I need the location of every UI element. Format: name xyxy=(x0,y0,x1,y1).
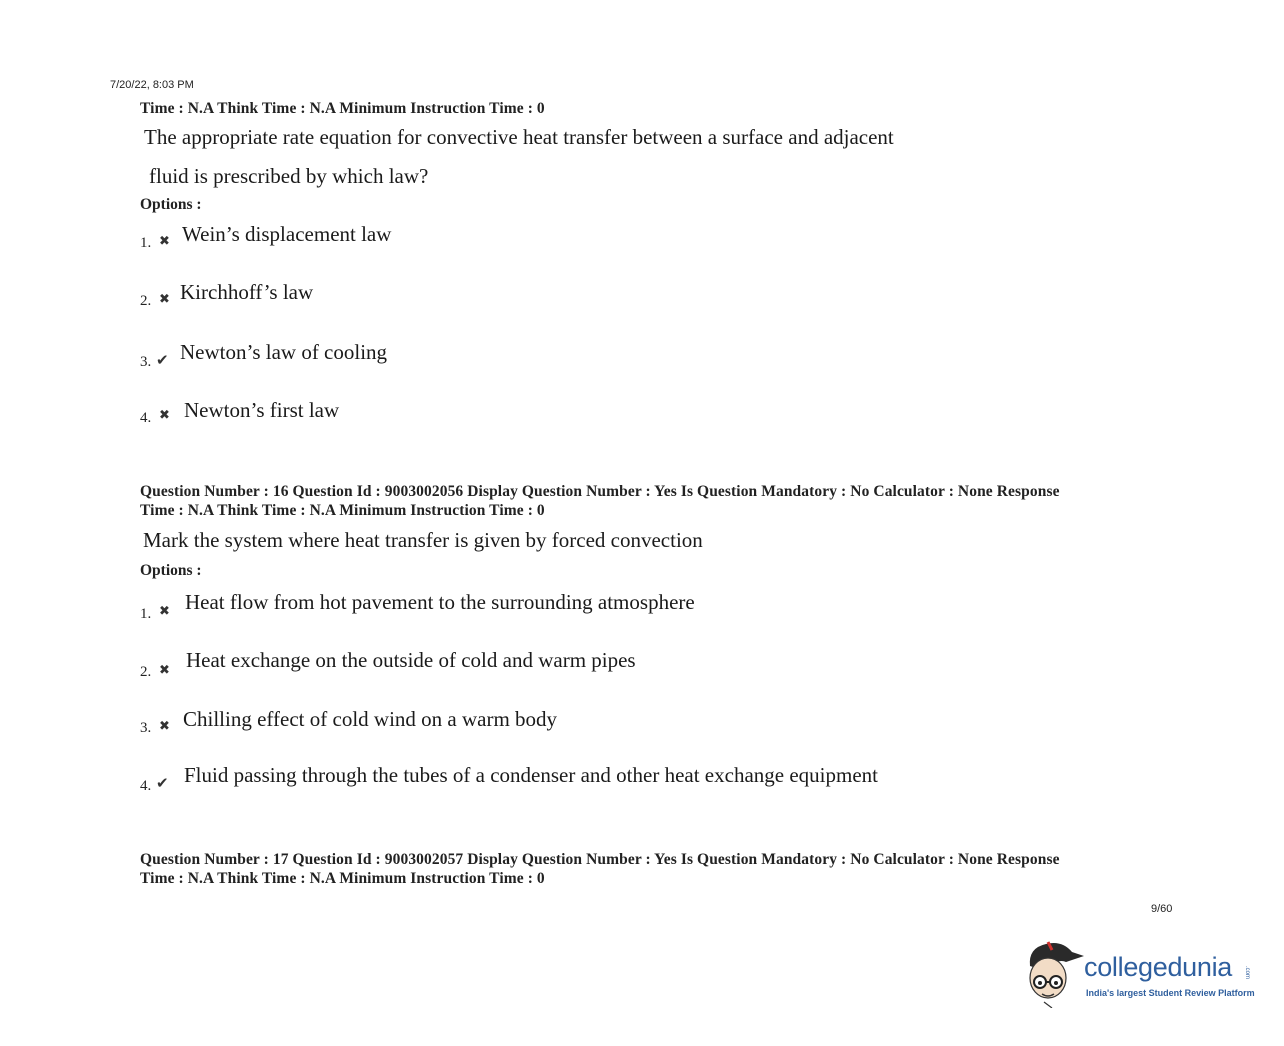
check-icon: ✔ xyxy=(156,351,169,369)
brand-tagline: India's largest Student Review Platform xyxy=(1086,988,1255,998)
mascot-icon xyxy=(1022,938,1088,1008)
cross-icon: ✖ xyxy=(159,663,170,678)
option-number: 3. xyxy=(140,720,152,736)
option-text: Newton’s first law xyxy=(184,398,340,422)
option-number: 2. xyxy=(140,293,152,309)
question-meta: Time : N.A Think Time : N.A Minimum Instruction Time : 0 xyxy=(140,100,545,117)
cross-icon: ✖ xyxy=(159,719,170,734)
question-meta-line2: Time : N.A Think Time : N.A Minimum Instruction Time : 0 xyxy=(140,502,545,519)
option-number: 2. xyxy=(140,664,152,680)
option-number: 1. xyxy=(140,235,152,251)
options-label: Options : xyxy=(140,196,202,213)
option-number: 3. xyxy=(140,354,152,370)
option-number: 4. xyxy=(140,778,152,794)
page-number: 9/60 xyxy=(1151,903,1173,915)
collegedunia-logo xyxy=(1022,938,1262,1010)
option-number: 4. xyxy=(140,410,152,426)
question-meta-line1: Question Number : 17 Question Id : 9003002057 Display Question Number : Yes Is Question Mandatory : No Calculator : None Response xyxy=(140,851,1060,868)
cross-icon: ✖ xyxy=(159,408,170,423)
brand-name: collegedunia xyxy=(1084,952,1233,982)
options-label: Options : xyxy=(140,562,202,579)
option-text: Kirchhoff’s law xyxy=(180,280,314,304)
option-text: Chilling effect of cold wind on a warm body xyxy=(183,707,558,731)
question-meta-line2: Time : N.A Think Time : N.A Minimum Instruction Time : 0 xyxy=(140,870,545,887)
option-text: Newton’s law of cooling xyxy=(180,340,388,364)
option-text: Heat flow from hot pavement to the surrounding atmosphere xyxy=(185,590,695,614)
cross-icon: ✖ xyxy=(159,292,170,307)
option-number: 1. xyxy=(140,606,152,622)
question-text-line1: The appropriate rate equation for convective heat transfer between a surface and adjacent xyxy=(144,125,894,149)
cross-icon: ✖ xyxy=(159,604,170,619)
question-text: Mark the system where heat transfer is given by forced convection xyxy=(143,528,703,552)
print-timestamp: 7/20/22, 8:03 PM xyxy=(110,79,194,91)
brand-suffix: .com xyxy=(1244,966,1250,980)
question-meta-line1: Question Number : 16 Question Id : 9003002056 Display Question Number : Yes Is Question Mandatory : No Calculator : None Response xyxy=(140,483,1060,500)
option-text: Heat exchange on the outside of cold and warm pipes xyxy=(186,648,636,672)
option-text: Wein’s displacement law xyxy=(182,222,392,246)
question-text-line2: fluid is prescribed by which law? xyxy=(149,164,429,188)
cross-icon: ✖ xyxy=(159,234,170,249)
check-icon: ✔ xyxy=(156,774,169,792)
option-text: Fluid passing through the tubes of a condenser and other heat exchange equipment xyxy=(184,763,878,787)
